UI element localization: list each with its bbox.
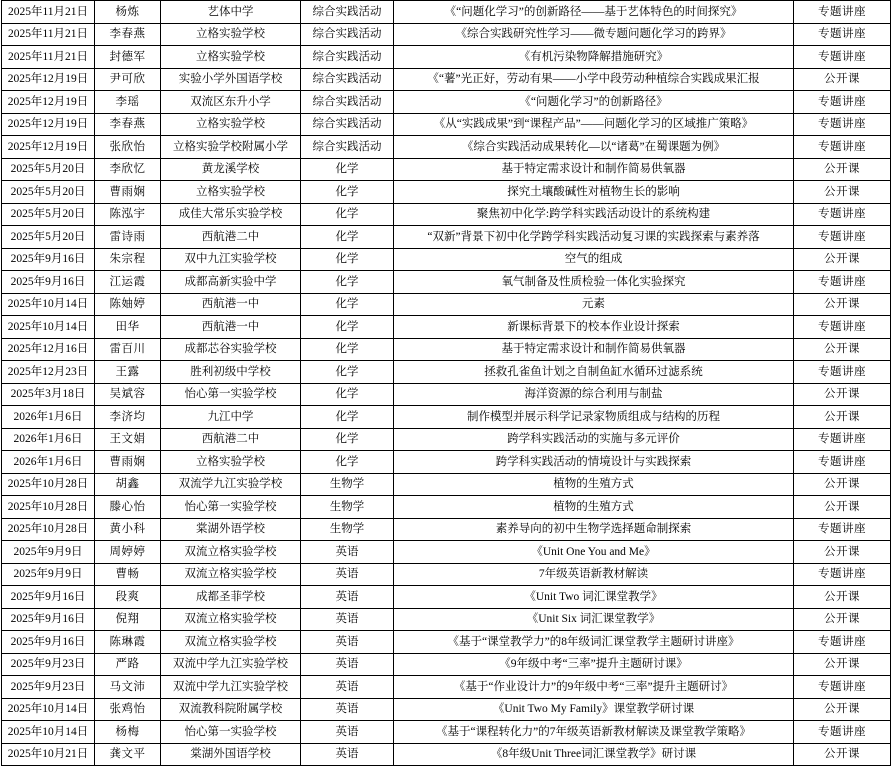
- table-row: [2, 203, 891, 226]
- cell-subject: 综合实践活动: [301, 23, 394, 46]
- cell-school: 双流区东升小学: [161, 91, 301, 114]
- cell-type: 专题讲座: [794, 563, 891, 586]
- cell-school: 成都高新实验中学: [161, 271, 301, 294]
- cell-teacher: 周婷婷: [95, 541, 161, 564]
- cell-school: 成佳大常乐实验学校: [161, 203, 301, 226]
- cell-title: 空气的组成: [394, 248, 794, 271]
- cell-subject: 化学: [301, 203, 394, 226]
- cell-date: 2025年10月14日: [2, 316, 95, 339]
- activity-schedule-table: [1, 0, 891, 766]
- table-row: [2, 473, 891, 496]
- cell-date: 2025年5月20日: [2, 158, 95, 181]
- table-row: [2, 23, 891, 46]
- cell-teacher: 雷诗雨: [95, 226, 161, 249]
- cell-teacher: 马文沛: [95, 676, 161, 699]
- cell-title: 海洋资源的综合利用与制盐: [394, 383, 794, 406]
- cell-title: 元素: [394, 293, 794, 316]
- cell-subject: 生物学: [301, 496, 394, 519]
- cell-school: 棠湖外国语学校: [161, 743, 301, 766]
- cell-title: 跨学科实践活动的实施与多元评价: [394, 428, 794, 451]
- cell-date: 2025年3月18日: [2, 383, 95, 406]
- cell-title: 制作模型并展示科学记录家物质组成与结构的历程: [394, 406, 794, 429]
- cell-teacher: 滕心怡: [95, 496, 161, 519]
- cell-teacher: 陈妯婷: [95, 293, 161, 316]
- cell-teacher: 陈琳霞: [95, 631, 161, 654]
- cell-school: 双流中学九江实验学校: [161, 653, 301, 676]
- cell-type: 公开课: [794, 496, 891, 519]
- cell-type: 专题讲座: [794, 676, 891, 699]
- cell-type: 专题讲座: [794, 136, 891, 159]
- cell-school: 艺体中学: [161, 1, 301, 24]
- cell-type: 公开课: [794, 338, 891, 361]
- cell-school: 成都芯谷实验学校: [161, 338, 301, 361]
- cell-teacher: 王文娟: [95, 428, 161, 451]
- cell-teacher: 胡鑫: [95, 473, 161, 496]
- cell-type: 公开课: [794, 158, 891, 181]
- cell-school: 怡心第一实验学校: [161, 496, 301, 519]
- cell-date: 2025年11月21日: [2, 1, 95, 24]
- cell-date: 2025年12月19日: [2, 68, 95, 91]
- cell-school: 怡心第一实验学校: [161, 383, 301, 406]
- table-row: [2, 316, 891, 339]
- table-row: [2, 721, 891, 744]
- cell-type: 专题讲座: [794, 631, 891, 654]
- cell-teacher: 吴斌容: [95, 383, 161, 406]
- cell-title: 《“问题化学习”的创新路径》: [394, 91, 794, 114]
- table-row: [2, 586, 891, 609]
- cell-subject: 英语: [301, 541, 394, 564]
- cell-subject: 综合实践活动: [301, 46, 394, 69]
- cell-date: 2025年12月19日: [2, 91, 95, 114]
- cell-type: 公开课: [794, 653, 891, 676]
- cell-type: 公开课: [794, 743, 891, 766]
- table-row: [2, 743, 891, 766]
- cell-title: 聚焦初中化学:跨学科实践活动设计的系统构建: [394, 203, 794, 226]
- table-row: [2, 361, 891, 384]
- cell-type: 专题讲座: [794, 91, 891, 114]
- cell-teacher: 陈泓宇: [95, 203, 161, 226]
- cell-teacher: 王露: [95, 361, 161, 384]
- cell-teacher: 李瑶: [95, 91, 161, 114]
- cell-type: 公开课: [794, 68, 891, 91]
- cell-date: 2025年11月21日: [2, 46, 95, 69]
- cell-title: 《9年级中考“三率”提升主题研讨课》: [394, 653, 794, 676]
- cell-date: 2025年9月23日: [2, 676, 95, 699]
- cell-teacher: 曹畅: [95, 563, 161, 586]
- cell-school: 双流学九江实验学校: [161, 473, 301, 496]
- cell-teacher: 江运霞: [95, 271, 161, 294]
- cell-type: 专题讲座: [794, 1, 891, 24]
- cell-title: 《综合实践研究性学习——微专题问题化学习的跨界》: [394, 23, 794, 46]
- cell-teacher: 黄小科: [95, 518, 161, 541]
- table-row: [2, 68, 891, 91]
- table-row: [2, 46, 891, 69]
- cell-school: 双流立格实验学校: [161, 608, 301, 631]
- cell-title: 探究土壤酸碱性对植物生长的影响: [394, 181, 794, 204]
- cell-school: 棠湖外语学校: [161, 518, 301, 541]
- cell-type: 公开课: [794, 383, 891, 406]
- cell-subject: 综合实践活动: [301, 113, 394, 136]
- cell-school: 西航港二中: [161, 428, 301, 451]
- cell-title: 素养导向的初中生物学选择题命制探索: [394, 518, 794, 541]
- cell-subject: 英语: [301, 743, 394, 766]
- cell-title: 新课标背景下的校本作业设计探索: [394, 316, 794, 339]
- cell-type: 专题讲座: [794, 316, 891, 339]
- table-row: [2, 248, 891, 271]
- cell-date: 2025年10月14日: [2, 293, 95, 316]
- cell-title: “双新”背景下初中化学跨学科实践活动复习课的实践探索与素养落: [394, 226, 794, 249]
- cell-teacher: 倪翔: [95, 608, 161, 631]
- cell-subject: 生物学: [301, 473, 394, 496]
- cell-subject: 化学: [301, 181, 394, 204]
- cell-title: 《Unit One You and Me》: [394, 541, 794, 564]
- cell-subject: 化学: [301, 316, 394, 339]
- table-row: [2, 293, 891, 316]
- cell-school: 西航港一中: [161, 293, 301, 316]
- cell-subject: 英语: [301, 676, 394, 699]
- cell-subject: 化学: [301, 451, 394, 474]
- cell-subject: 化学: [301, 226, 394, 249]
- cell-subject: 化学: [301, 248, 394, 271]
- cell-title: 《8年级Unit Three词汇课堂教学》研讨课: [394, 743, 794, 766]
- cell-title: 拯救孔雀鱼计划之自制鱼缸水循环过滤系统: [394, 361, 794, 384]
- cell-date: 2025年9月9日: [2, 563, 95, 586]
- cell-title: 基于特定需求设计和制作简易供氧器: [394, 338, 794, 361]
- cell-date: 2025年10月28日: [2, 518, 95, 541]
- cell-teacher: 曹雨娴: [95, 451, 161, 474]
- cell-type: 公开课: [794, 473, 891, 496]
- cell-teacher: 雷百川: [95, 338, 161, 361]
- cell-subject: 综合实践活动: [301, 136, 394, 159]
- cell-type: 专题讲座: [794, 361, 891, 384]
- cell-school: 立格实验学校: [161, 451, 301, 474]
- cell-date: 2025年5月20日: [2, 226, 95, 249]
- cell-type: 专题讲座: [794, 721, 891, 744]
- cell-type: 公开课: [794, 608, 891, 631]
- cell-date: 2025年12月23日: [2, 361, 95, 384]
- cell-teacher: 曹雨娴: [95, 181, 161, 204]
- cell-school: 西航港二中: [161, 226, 301, 249]
- cell-date: 2025年5月20日: [2, 181, 95, 204]
- table-row: [2, 181, 891, 204]
- cell-date: 2025年9月16日: [2, 271, 95, 294]
- cell-teacher: 张欣怡: [95, 136, 161, 159]
- table-row: [2, 451, 891, 474]
- cell-title: 《“问题化学习”的创新路径——基于艺体特色的时间探究》: [394, 1, 794, 24]
- cell-title: 《Unit Two 词汇课堂教学》: [394, 586, 794, 609]
- cell-type: 专题讲座: [794, 226, 891, 249]
- cell-teacher: 杨炼: [95, 1, 161, 24]
- cell-type: 专题讲座: [794, 203, 891, 226]
- cell-subject: 英语: [301, 698, 394, 721]
- cell-date: 2025年9月16日: [2, 631, 95, 654]
- cell-teacher: 李春燕: [95, 23, 161, 46]
- cell-date: 2025年10月14日: [2, 721, 95, 744]
- cell-title: 《从“实践成果”到“课程产品”——问题化学习的区域推广策略》: [394, 113, 794, 136]
- cell-school: 西航港一中: [161, 316, 301, 339]
- cell-subject: 化学: [301, 293, 394, 316]
- cell-subject: 化学: [301, 271, 394, 294]
- cell-date: 2025年10月28日: [2, 473, 95, 496]
- cell-type: 公开课: [794, 293, 891, 316]
- cell-type: 公开课: [794, 181, 891, 204]
- cell-teacher: 封德军: [95, 46, 161, 69]
- table-row: [2, 631, 891, 654]
- cell-type: 专题讲座: [794, 428, 891, 451]
- cell-title: 《有机污染物降解措施研究》: [394, 46, 794, 69]
- cell-school: 九江中学: [161, 406, 301, 429]
- cell-date: 2025年9月9日: [2, 541, 95, 564]
- cell-type: 公开课: [794, 541, 891, 564]
- cell-title: 《基于“课堂教学力”的8年级词汇课堂教学主题研讨讲座》: [394, 631, 794, 654]
- cell-teacher: 李济均: [95, 406, 161, 429]
- cell-type: 公开课: [794, 698, 891, 721]
- table-row: [2, 698, 891, 721]
- cell-school: 双流立格实验学校: [161, 631, 301, 654]
- table-row: [2, 653, 891, 676]
- cell-subject: 化学: [301, 158, 394, 181]
- cell-subject: 综合实践活动: [301, 91, 394, 114]
- cell-subject: 生物学: [301, 518, 394, 541]
- cell-type: 专题讲座: [794, 451, 891, 474]
- cell-type: 公开课: [794, 406, 891, 429]
- cell-school: 立格实验学校: [161, 113, 301, 136]
- cell-subject: 化学: [301, 383, 394, 406]
- cell-date: 2026年1月6日: [2, 428, 95, 451]
- cell-title: 《“薯”光正好，劳动有果——小学中段劳动种植综合实践成果汇报: [394, 68, 794, 91]
- table-row: [2, 541, 891, 564]
- cell-date: 2025年10月21日: [2, 743, 95, 766]
- cell-teacher: 尹可欣: [95, 68, 161, 91]
- cell-subject: 化学: [301, 361, 394, 384]
- cell-subject: 综合实践活动: [301, 1, 394, 24]
- cell-date: 2025年10月28日: [2, 496, 95, 519]
- cell-date: 2025年10月14日: [2, 698, 95, 721]
- cell-school: 胜利初级中学校: [161, 361, 301, 384]
- cell-teacher: 张鸡怡: [95, 698, 161, 721]
- cell-subject: 化学: [301, 406, 394, 429]
- cell-type: 专题讲座: [794, 271, 891, 294]
- cell-type: 专题讲座: [794, 23, 891, 46]
- cell-subject: 英语: [301, 721, 394, 744]
- table-row: [2, 226, 891, 249]
- cell-title: 《基于“课程转化力”的7年级英语新教材解读及课堂教学策略》: [394, 721, 794, 744]
- cell-teacher: 龚文平: [95, 743, 161, 766]
- cell-type: 公开课: [794, 586, 891, 609]
- cell-teacher: 严路: [95, 653, 161, 676]
- cell-subject: 化学: [301, 428, 394, 451]
- cell-school: 双流立格实验学校: [161, 563, 301, 586]
- cell-subject: 英语: [301, 608, 394, 631]
- table-row: [2, 428, 891, 451]
- cell-school: 立格实验学校: [161, 181, 301, 204]
- cell-type: 专题讲座: [794, 46, 891, 69]
- cell-title: 氧气制备及性质检验一体化实验探究: [394, 271, 794, 294]
- table-row: [2, 158, 891, 181]
- table-body: [2, 1, 891, 766]
- cell-type: 专题讲座: [794, 518, 891, 541]
- cell-school: 立格实验学校: [161, 46, 301, 69]
- cell-title: 《Unit Two My Family》课堂教学研讨课: [394, 698, 794, 721]
- cell-school: 双流立格实验学校: [161, 541, 301, 564]
- cell-subject: 综合实践活动: [301, 68, 394, 91]
- cell-school: 怡心第一实验学校: [161, 721, 301, 744]
- cell-subject: 英语: [301, 631, 394, 654]
- table-row: [2, 406, 891, 429]
- cell-date: 2025年12月19日: [2, 136, 95, 159]
- table-row: [2, 496, 891, 519]
- cell-date: 2025年11月21日: [2, 23, 95, 46]
- cell-teacher: 杨梅: [95, 721, 161, 744]
- cell-teacher: 李春燕: [95, 113, 161, 136]
- table-row: [2, 518, 891, 541]
- cell-title: 跨学科实践活动的情境设计与实践探索: [394, 451, 794, 474]
- table-row: [2, 338, 891, 361]
- cell-title: 7年级英语新教材解读: [394, 563, 794, 586]
- cell-type: 专题讲座: [794, 113, 891, 136]
- cell-school: 黄龙溪学校: [161, 158, 301, 181]
- cell-subject: 化学: [301, 338, 394, 361]
- cell-school: 立格实验学校: [161, 23, 301, 46]
- cell-subject: 英语: [301, 586, 394, 609]
- table-row: [2, 113, 891, 136]
- cell-school: 成都圣菲学校: [161, 586, 301, 609]
- cell-teacher: 田华: [95, 316, 161, 339]
- cell-school: 双流教科院附属学校: [161, 698, 301, 721]
- table-row: [2, 676, 891, 699]
- cell-title: 基于特定需求设计和制作简易供氧器: [394, 158, 794, 181]
- cell-date: 2025年5月20日: [2, 203, 95, 226]
- cell-date: 2026年1月6日: [2, 451, 95, 474]
- cell-title: 《Unit Six 词汇课堂教学》: [394, 608, 794, 631]
- table-row: [2, 91, 891, 114]
- cell-teacher: 段爽: [95, 586, 161, 609]
- cell-date: 2025年9月16日: [2, 248, 95, 271]
- cell-title: 《基于“作业设计力”的9年级中考“三率”提升主题研讨》: [394, 676, 794, 699]
- cell-teacher: 朱宗程: [95, 248, 161, 271]
- cell-title: 植物的生殖方式: [394, 496, 794, 519]
- cell-title: 《综合实践活动成果转化—以“诸葛”在蜀课题为例》: [394, 136, 794, 159]
- table-row: [2, 136, 891, 159]
- cell-date: 2025年12月19日: [2, 113, 95, 136]
- cell-school: 双流中学九江实验学校: [161, 676, 301, 699]
- cell-date: 2025年9月23日: [2, 653, 95, 676]
- table-row: [2, 608, 891, 631]
- cell-school: 实验小学外国语学校: [161, 68, 301, 91]
- cell-title: 植物的生殖方式: [394, 473, 794, 496]
- table-row: [2, 563, 891, 586]
- cell-school: 立格实验学校附属小学: [161, 136, 301, 159]
- cell-date: 2025年9月16日: [2, 608, 95, 631]
- table-row: [2, 383, 891, 406]
- cell-date: 2025年9月16日: [2, 586, 95, 609]
- table-row: [2, 271, 891, 294]
- cell-teacher: 李欣忆: [95, 158, 161, 181]
- cell-subject: 英语: [301, 563, 394, 586]
- cell-subject: 英语: [301, 653, 394, 676]
- cell-date: 2026年1月6日: [2, 406, 95, 429]
- cell-type: 公开课: [794, 248, 891, 271]
- cell-date: 2025年12月16日: [2, 338, 95, 361]
- table-row: [2, 1, 891, 24]
- cell-school: 双中九江实验学校: [161, 248, 301, 271]
